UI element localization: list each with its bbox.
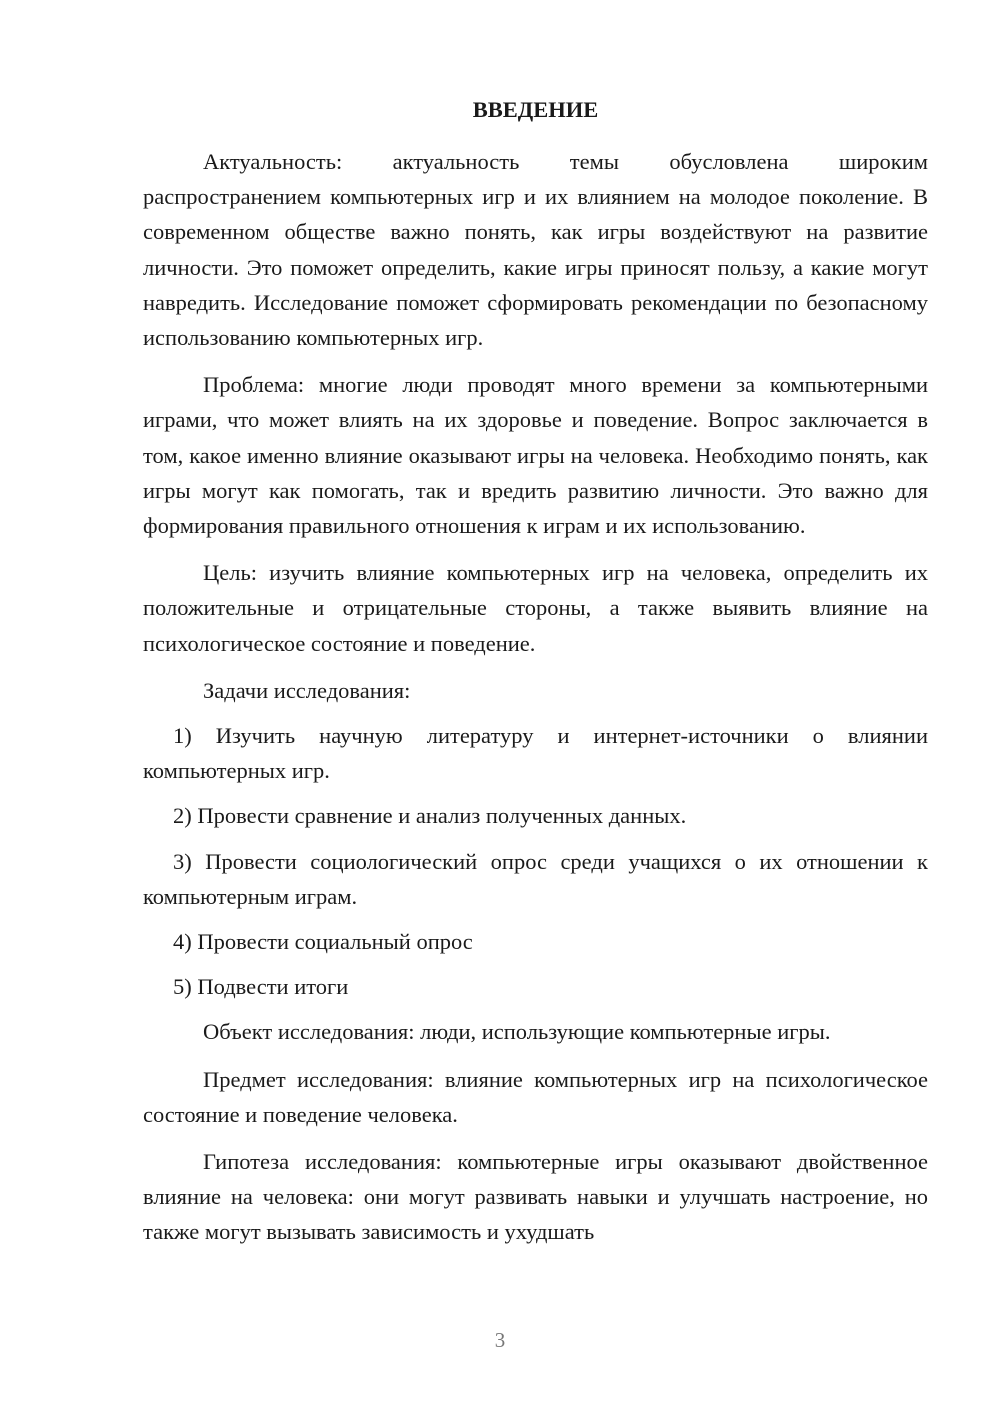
task-item-5: 5) Подвести итоги [173,974,349,1000]
task-item-2: 2) Провести сравнение и анализ полученных данных. [173,803,687,829]
document-page [143,92,928,1262]
page-number: 3 [494,1328,506,1352]
task-item-4: 4) Провести социальный опрос [173,929,473,955]
paragraph-relevance: Актуальность: актуальность темы обусловлена широким распространением компьютерных игр и их влиянием на молодое поколение. В современном обществе важно понять, как игры воздействуют на развитие личности. Это поможет определить, какие игры приносят пользу, а какие могут навредить. Исследование поможет сформировать рекомендации по безопасному использованию компьютерных игр. [143,149,928,351]
paragraph-hypothesis: Гипотеза исследования: компьютерные игры оказывают двойственное влияние на человека: они могут развивать навыки и улучшать настроение, но также могут вызывать зависимость и ухудшать [143,1149,928,1245]
tasks-heading: Задачи исследования: [203,677,411,703]
task-item-3: 3) Провести социологический опрос среди учащихся о их отношении к компьютерным играм. [143,848,928,909]
paragraph-object: Объект исследования: люди, использующие компьютерные игры. [203,1019,831,1045]
task-item-1: 1) Изучить научную литературу и интернет-источники о влиянии компьютерных игр. [143,723,928,784]
paragraph-problem: Проблема: многие люди проводят много времени за компьютерными играми, что может влиять на их здоровье и поведение. Вопрос заключается в том, какое именно влияние оказывают игры на человека. Необходимо понять, как игры могут как помогать, так и вредить развитию личности. Это важно для формирования правильного отношения к играм и их использованию. [143,372,928,539]
paragraph-subject: Предмет исследования: влияние компьютерных игр на психологическое состояние и поведение человека. [143,1066,928,1127]
paragraph-goal: Цель: изучить влияние компьютерных игр на человека, определить их положительные и отрицательные стороны, а также выявить влияние на психологическое состояние и поведение. [143,560,928,656]
document-title: ВВЕДЕНИЕ [472,97,599,122]
